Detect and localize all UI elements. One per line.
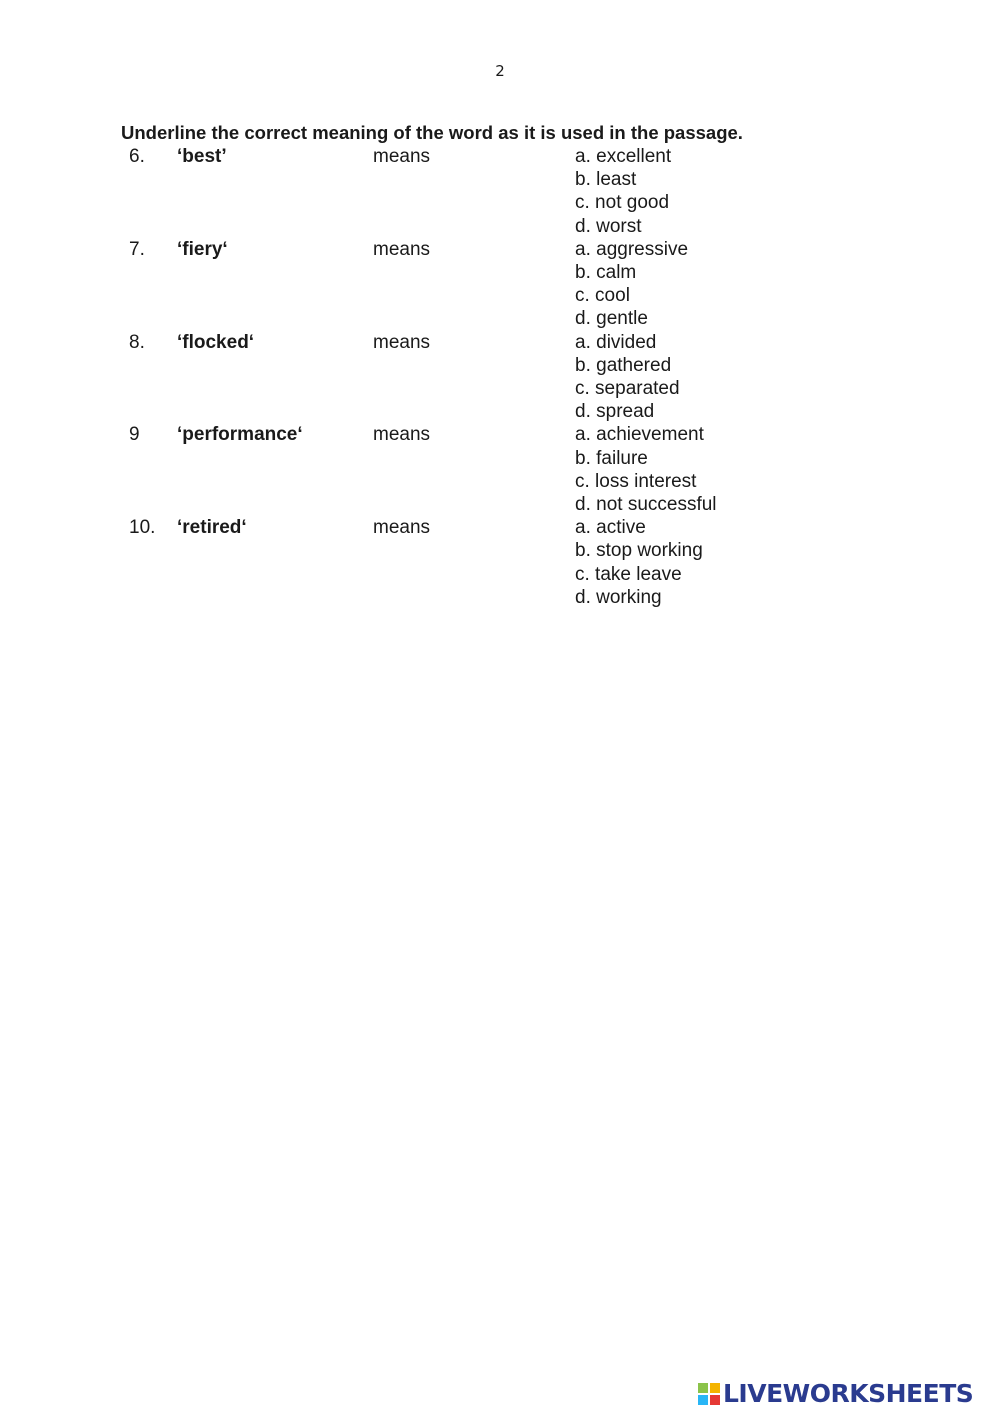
question-number: 9 [129,424,140,446]
answer-option[interactable]: d. working [575,586,662,608]
question-number: 6. [129,146,145,167]
answer-option[interactable]: b. calm [575,262,637,283]
question-row [0,191,1000,214]
answer-option[interactable]: a. divided [575,331,657,353]
answer-option[interactable]: b. least [575,169,637,191]
answer-option[interactable]: b. failure [575,447,648,469]
question-row [0,586,1000,609]
question-row [0,215,1000,238]
answer-option[interactable]: c. separated [575,378,680,399]
answer-option[interactable]: a. aggressive [575,238,689,260]
question-number: 10. [129,517,156,539]
question-row [0,145,1000,168]
question-word: ‘performance‘ [177,424,303,446]
question-word: ‘best’ [177,146,227,167]
answer-option[interactable]: a. excellent [575,146,672,167]
question-row [0,539,1000,562]
answer-option[interactable]: d. spread [575,401,655,423]
answer-option[interactable]: d. gentle [575,308,648,330]
question-row [0,423,1000,446]
answer-option[interactable]: b. gathered [575,354,672,376]
question-row [0,493,1000,516]
answer-option[interactable]: a. active [575,517,646,539]
means-label: means [373,146,431,167]
question-number: 8. [129,331,145,353]
means-label: means [373,331,431,353]
answer-option[interactable]: c. loss interest [575,470,697,492]
question-row [0,516,1000,539]
instruction-heading: Underline the correct meaning of the word as it is used in the passage. [121,122,743,143]
question-row [0,400,1000,423]
question-word: ‘retired‘ [177,517,247,539]
question-number: 7. [129,238,145,260]
question-row [0,354,1000,377]
question-word: ‘fiery‘ [177,238,228,260]
question-row [0,377,1000,400]
page-number: 2 [495,62,505,80]
answer-option[interactable]: a. achievement [575,424,704,446]
answer-option[interactable]: b. stop working [575,540,703,562]
answer-option[interactable]: c. not good [575,192,670,214]
question-row [0,168,1000,191]
liveworksheets-logo [698,1380,973,1408]
answer-option[interactable]: d. not successful [575,494,717,515]
question-word: ‘flocked‘ [177,331,255,353]
question-row [0,470,1000,493]
means-label: means [373,517,431,539]
question-row [0,284,1000,307]
question-row [0,238,1000,261]
answer-option[interactable]: d. worst [575,215,642,237]
means-label: means [373,424,431,446]
liveworksheets-logo-icon [698,1383,720,1405]
question-row [0,261,1000,284]
means-label: means [373,238,431,260]
question-row [0,447,1000,470]
answer-option[interactable]: c. cool [575,285,630,307]
question-row [0,307,1000,330]
answer-option[interactable]: c. take leave [575,563,682,585]
question-row [0,563,1000,586]
brand-name: LIVEWORKSHEETS [723,1379,974,1408]
question-row [0,331,1000,354]
